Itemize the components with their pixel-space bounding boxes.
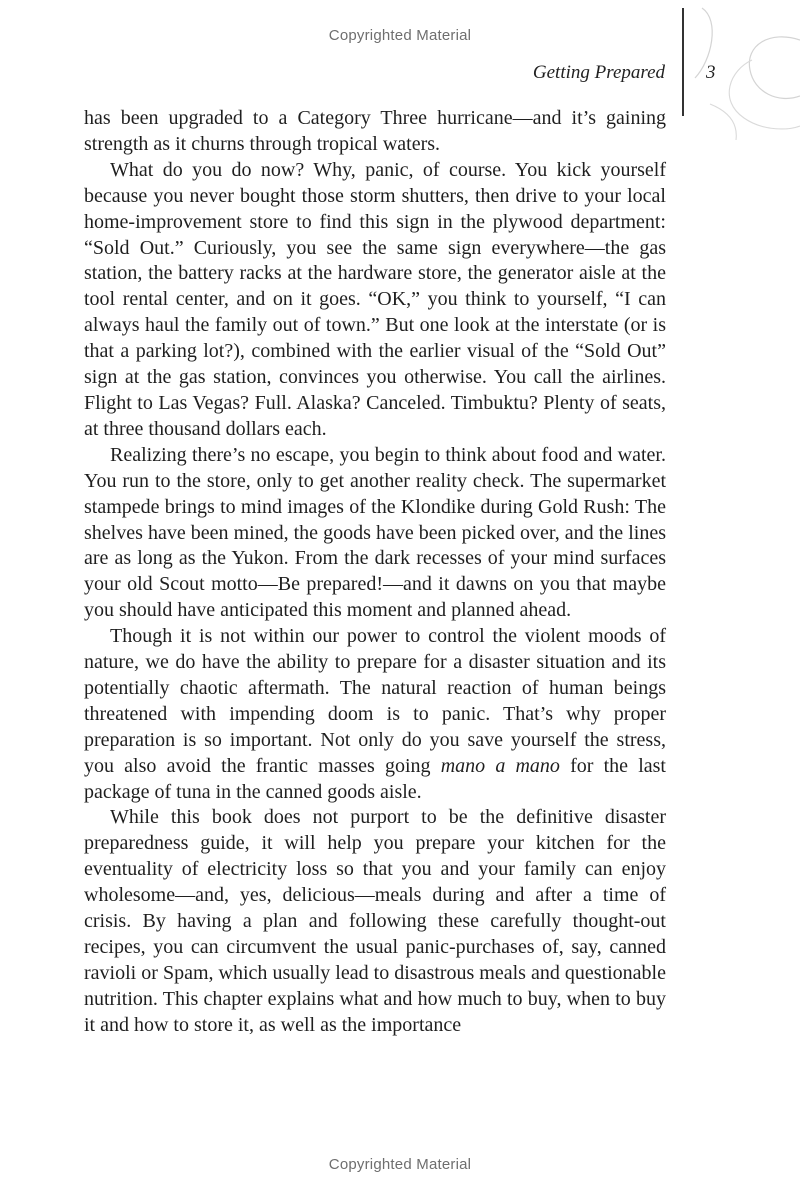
paragraph: Realizing there’s no escape, you begin to think about food and water. You run to the store, only to get another reality check. The supermarket stampede brings to mind images of the Klondike during Gold Rush: The shelves have been mined, the goods have been picked over, and the lines are as long as the Yukon. From the dark recesses of your mind surfaces your old Scout motto—Be prepared!—and it dawns on you that maybe you should have anticipated this moment and planned ahead. [84,443,666,622]
paragraph: While this book does not purport to be the definitive disaster preparedness guide, it will help you prepare your kitchen for the eventuality of electricity loss so that you and your family can enjoy wholesome—and, yes, delicious—meals during and after a time of crisis. By having a plan and following these carefully thought-out recipes, you can circumvent the usual panic-purchases of, say, canned ravioli or Spam, which usually lead to disastrous meals and questionable nutrition. This chapter explains what and how much to buy, when to buy it and how to store it, as well as the importance [84,806,666,1036]
paragraph-continued: has been upgraded to a Category Three hurricane—and it’s gaining strength as it churns through tropical waters. [84,107,666,155]
paragraph-text: Though it is not within our power to control the violent moods of nature, we do have the ability to prepare for a disaster situation and its potentially chaotic aftermath. The natural reaction of human beings threatened with impending doom is to panic. That’s why proper preparation is so important. Not only do you save yourself the stress, you also avoid the frantic masses going [84,625,666,777]
copyright-watermark-top: Copyrighted Material [328,27,472,44]
running-head: Getting Prepared [532,62,665,83]
body-text [84,106,666,1039]
paragraph [84,624,666,805]
italic-phrase: mano a mano [440,754,560,777]
page-number: 3 [706,62,716,83]
paragraph-text: for the last package of tuna in the canned goods aisle. [84,754,666,803]
paragraph: What do you do now? Why, panic, of course. You kick yourself because you never bought those storm shutters, then drive to your local home-improvement store to find this sign in the plywood department: “Sold Out.” Curiously, you see the same sign everywhere—the gas station, the battery racks at the hardware store, the generator aisle at the tool rental center, and on it goes. “OK,” you think to yourself, “I can always haul the family out of town.” But one look at the interstate (or is that a parking lot?), combined with the earlier visual of the “Sold Out” sign at the gas station, convinces you otherwise. You call the airlines. Flight to Las Vegas? Full. Alaska? Canceled. Timbuktu? Plenty of seats, at three thousand dollars each. [84,158,666,440]
copyright-watermark-bottom: Copyrighted Material [328,1156,472,1173]
header-vertical-rule [682,8,684,116]
